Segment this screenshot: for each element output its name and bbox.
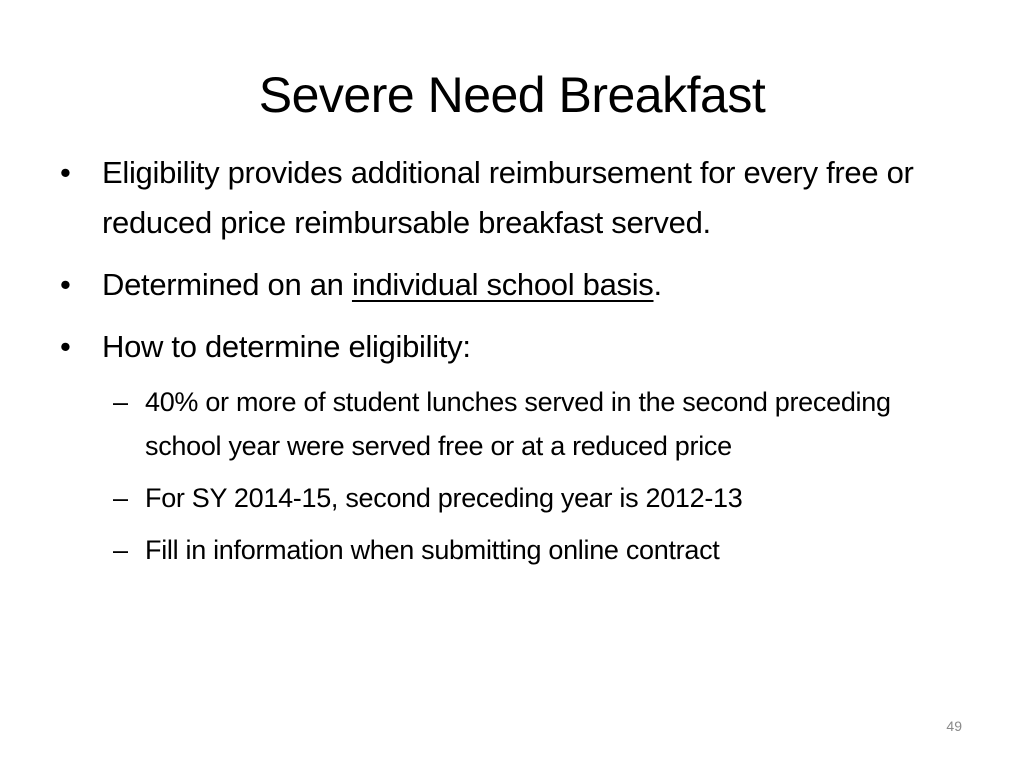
bullet-dot-icon: •	[60, 267, 71, 302]
slide-title: Severe Need Breakfast	[258, 67, 766, 123]
underlined-phrase: individual school basis	[351, 267, 654, 302]
page-number: 49	[946, 718, 962, 734]
dash-icon: –	[113, 535, 128, 565]
sub-bullet-list	[113, 380, 958, 572]
bullet-text-end: .	[653, 267, 662, 302]
slide-body	[58, 148, 958, 580]
bullet-text: Determined on an	[102, 267, 352, 302]
bullet-dot-icon: •	[60, 329, 71, 364]
bullet-dot-icon: •	[60, 155, 71, 190]
sub-bullet-text: For SY 2014-15, second preceding year is 2012-13	[145, 483, 743, 513]
sub-bullet-text: 40% or more of student lunches served in the second preceding school year were served free or at a reduced price	[145, 387, 891, 461]
bullet-item-how-to	[58, 322, 958, 372]
dash-icon: –	[113, 387, 128, 417]
bullet-text: How to determine eligibility:	[102, 329, 471, 364]
sub-bullet-item	[113, 380, 958, 468]
bullet-item-eligibility	[58, 148, 958, 248]
sub-bullet-text: Fill in information when submitting online contract	[145, 535, 720, 565]
sub-bullet-item	[113, 476, 958, 520]
bullet-item-determined	[58, 260, 958, 310]
sub-bullet-item	[113, 528, 958, 572]
dash-icon: –	[113, 483, 128, 513]
bullet-text: Eligibility provides additional reimbursement for every free or reduced price reimbursable breakfast served.	[102, 155, 914, 240]
